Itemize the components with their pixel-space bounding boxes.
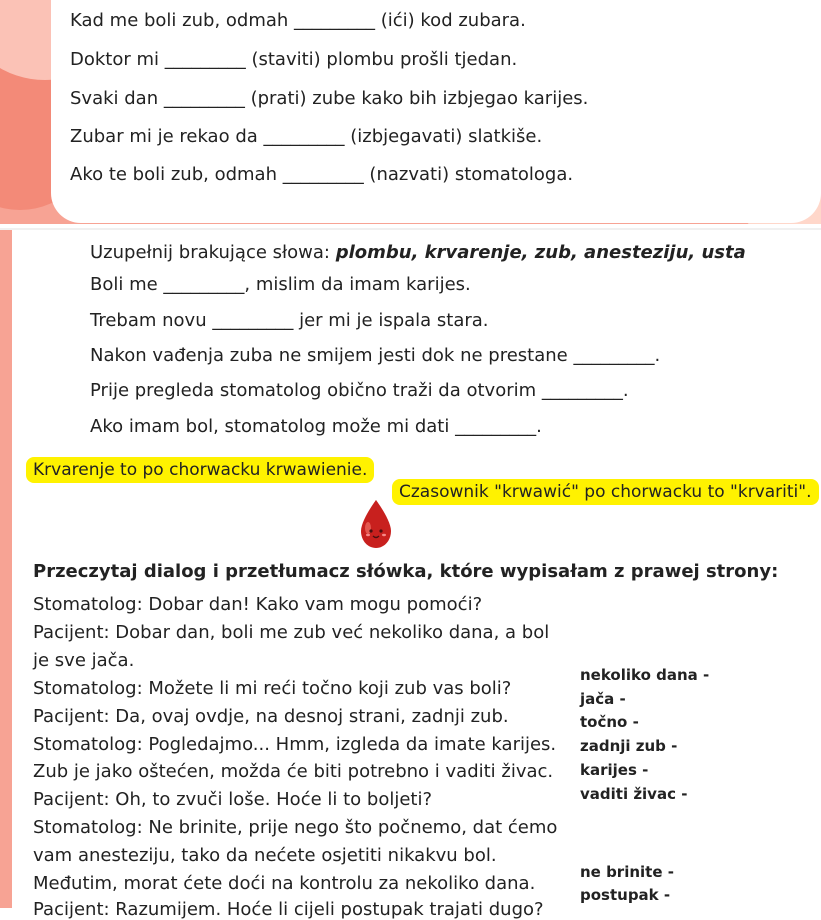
dialogue-line: Zub je jako oštećen, možda će biti potrebno i vaditi živac. bbox=[33, 761, 554, 782]
dialogue-line: Pacijent: Da, ovaj ovdje, na desnoj strani, zadnji zub. bbox=[33, 706, 509, 727]
instruction-words: plombu, krvarenje, zub, anesteziju, usta bbox=[335, 242, 746, 263]
exercise1-line: Ako te boli zub, odmah _________ (nazvati) stomatologa. bbox=[70, 164, 574, 185]
vocab-item: postupak - bbox=[580, 886, 671, 904]
vocab-item: vaditi živac - bbox=[580, 785, 688, 803]
top-exercise-panel bbox=[0, 0, 821, 224]
dialogue-line: Pacijent: Oh, to zvuči loše. Hoće li to boljeti? bbox=[33, 789, 433, 810]
exercise-card bbox=[51, 0, 821, 223]
divider bbox=[0, 228, 821, 230]
dialogue-line: Pacijent: Dobar dan, boli me zub već nekoliko dana, a bol bbox=[33, 622, 550, 643]
exercise2-line: Prije pregleda stomatolog obično traži da otvorim _________. bbox=[90, 380, 629, 401]
exercise1-line: Doktor mi _________ (staviti) plombu prošli tjedan. bbox=[70, 49, 518, 70]
exercise1-line: Svaki dan _________ (prati) zube kako bih izbjegao karijes. bbox=[70, 88, 589, 109]
exercise2-line: Boli me _________, mislim da imam karijes. bbox=[90, 274, 471, 295]
dialogue-line: Pacijent: Razumijem. Hoće li cijeli postupak trajati dugo? bbox=[33, 899, 544, 920]
vocab-item: karijes - bbox=[580, 761, 649, 779]
dialogue-heading: Przeczytaj dialog i przetłumacz słówka, które wypisałam z prawej strony: bbox=[33, 561, 779, 582]
vocab-item: ne brinite - bbox=[580, 863, 674, 881]
blood-drop-icon bbox=[357, 498, 395, 550]
dialogue-line: je sve jača. bbox=[33, 650, 135, 671]
exercise2-line: Nakon vađenja zuba ne smijem jesti dok ne prestane _________. bbox=[90, 345, 661, 366]
highlight-note: Krvarenje to po chorwacku krwawienie. bbox=[26, 457, 374, 483]
decor-stripe bbox=[0, 230, 12, 908]
dialogue-line: Stomatolog: Možete li mi reći točno koji zub vas boli? bbox=[33, 678, 512, 699]
dialogue-line: Međutim, morat ćete doći na kontrolu za nekoliko dana. bbox=[33, 873, 536, 894]
dialogue-line: vam anesteziju, tako da nećete osjetiti nikakvu bol. bbox=[33, 845, 497, 866]
vocab-item: točno - bbox=[580, 713, 639, 731]
exercise2-line: Trebam novu _________ jer mi je ispala stara. bbox=[90, 310, 489, 331]
dialogue-line: Stomatolog: Ne brinite, prije nego što počnemo, dat ćemo bbox=[33, 817, 558, 838]
vocab-item: nekoliko dana - bbox=[580, 666, 710, 684]
vocab-item: zadnji zub - bbox=[580, 737, 678, 755]
instruction-prefix: Uzupełnij brakujące słowa: bbox=[90, 242, 336, 263]
exercise2-line: Ako imam bol, stomatolog može mi dati _________. bbox=[90, 416, 542, 437]
highlight-note: Czasownik "krwawić" po chorwacku to "krvariti". bbox=[392, 479, 819, 505]
dialogue-line: Stomatolog: Pogledajmo... Hmm, izgleda da imate karijes. bbox=[33, 734, 557, 755]
vocab-item: jača - bbox=[580, 690, 626, 708]
exercise1-line: Zubar mi je rekao da _________ (izbjegavati) slatkiše. bbox=[70, 126, 543, 147]
dialogue-line: Stomatolog: Dobar dan! Kako vam mogu pomoći? bbox=[33, 594, 483, 615]
exercise1-line: Kad me boli zub, odmah _________ (ići) kod zubara. bbox=[70, 10, 526, 31]
exercise2-instruction bbox=[90, 242, 746, 263]
